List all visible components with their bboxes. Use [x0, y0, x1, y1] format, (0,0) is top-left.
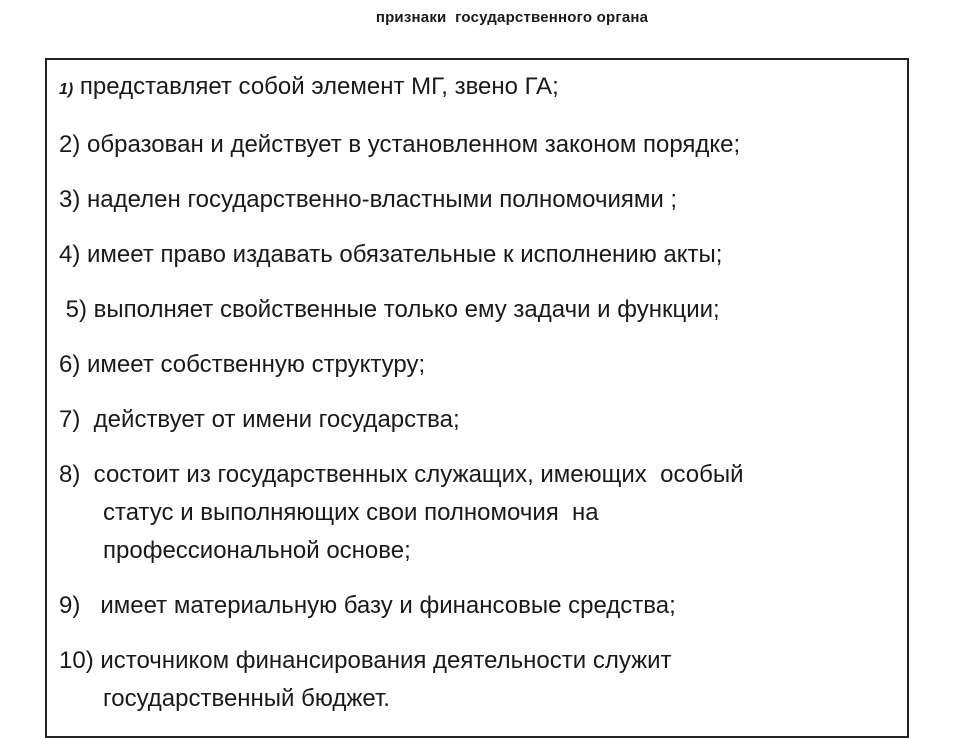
item-continuation: государственный бюджет.: [103, 685, 390, 712]
item-number: 3): [59, 186, 81, 213]
item-text: действует от имени государства;: [80, 406, 460, 433]
list-item: [59, 68, 899, 109]
list-item: [59, 587, 899, 625]
item-text: состоит из государственных служащих, имеющих особый: [80, 461, 744, 488]
item-number: 6): [59, 351, 81, 378]
item-text: выполняет свойственные только ему задачи и функции;: [87, 296, 720, 323]
item-text: имеет материальную базу и финансовые средства;: [80, 592, 676, 619]
list-item: [59, 181, 899, 219]
item-number: 5): [59, 296, 88, 323]
list-item: [59, 346, 899, 384]
item-text: наделен государственно-властными полномочиями ;: [80, 186, 678, 213]
item-number: 10): [59, 647, 94, 674]
list-item: [59, 456, 899, 570]
item-text: представляет собой элемент МГ, звено ГА;: [73, 73, 559, 100]
slide-title: признаки государственного органа: [375, 9, 649, 26]
list-item: [59, 401, 899, 439]
list-item: [59, 642, 899, 718]
item-number: 8): [59, 461, 81, 488]
item-text: источником финансирования деятельности служит: [93, 647, 672, 674]
item-number: 9): [59, 592, 81, 619]
item-text: имеет собственную структуру;: [80, 351, 426, 378]
item-number: 7): [59, 406, 81, 433]
list-item: [59, 236, 899, 274]
item-text: образован и действует в установленном законом порядке;: [80, 131, 741, 158]
item-text: имеет право издавать обязательные к исполнению акты;: [80, 241, 723, 268]
list-item: [59, 291, 899, 329]
list-item: [59, 126, 899, 164]
item-number: 1): [59, 81, 74, 98]
item-number: 2): [59, 131, 81, 158]
item-continuation: статус и выполняющих свои полномочия на: [103, 499, 599, 526]
features-list: [59, 68, 899, 735]
item-continuation: профессиональной основе;: [103, 537, 411, 564]
item-number: 4): [59, 241, 81, 268]
